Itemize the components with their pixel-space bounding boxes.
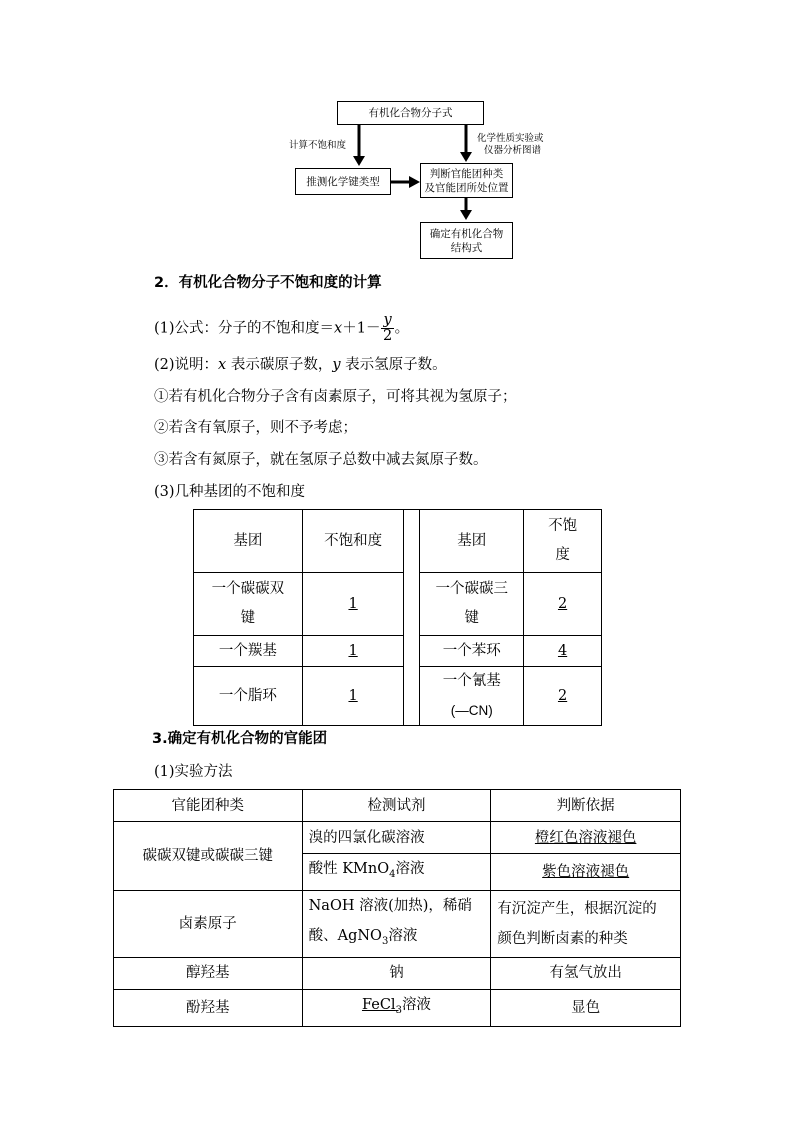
formula-fraction: [381, 313, 393, 344]
flow-box-structure-text-1: 确定有机化合物: [429, 227, 504, 240]
value-text: 2: [557, 687, 568, 704]
table-row: [114, 822, 681, 854]
flow-label-unsaturation: 计算不饱和度: [289, 140, 347, 151]
header-degree-2-line1: 不饱: [548, 518, 578, 534]
arrow-down-left-icon: [352, 125, 366, 167]
arrow-right-icon: [391, 175, 421, 189]
basis-line1: 有沉淀产生，根据沉淀的: [497, 900, 657, 917]
value-cell: [524, 573, 602, 636]
rule-nitrogen: ③若含有氮原子，就在氢原子总数中减去氮原子数。: [154, 452, 488, 468]
basis-text: 紫色溶液褪色: [542, 863, 630, 880]
basis-text: 橙红色溶液褪色: [534, 829, 637, 846]
group-cell: 一个苯环: [420, 636, 524, 667]
reagent-subscript: 3: [395, 1004, 402, 1016]
flow-box-functional-group: [420, 163, 513, 198]
value-cell: [302, 636, 404, 667]
reagent-line1: NaOH 溶液(加热)，稀硝: [308, 897, 472, 914]
section2-title: 2．有机化合物分子不饱和度的计算: [154, 275, 382, 291]
section2-subtitle: (3)几种基团的不饱和度: [154, 484, 306, 500]
group-cell-line2: 键: [464, 610, 480, 626]
table-row: [114, 957, 681, 989]
reagent-text: 酸性 KMnO: [308, 861, 390, 877]
basis-cell: [491, 890, 681, 957]
functional-group-table: [113, 789, 681, 1027]
flow-label-analysis-2: 仪器分析图谱: [484, 145, 542, 156]
reagent-subscript: 4: [389, 868, 396, 880]
group-cell: [194, 573, 303, 636]
unsaturation-table: [193, 509, 602, 726]
value-text: 4: [557, 642, 568, 659]
reagent-cell: [302, 890, 491, 957]
formula-end: 。: [394, 320, 410, 337]
reagent-cell: 溴的四氯化碳溶液: [302, 822, 491, 854]
reagent-suffix: 溶液: [395, 861, 425, 877]
table-row: [194, 667, 602, 726]
group-cell-line2: 键: [240, 610, 256, 626]
reagent-underlined: [361, 996, 402, 1016]
note-mid: 表示碳原子数，: [226, 357, 333, 373]
flow-box-bond-type-text: 推测化学键类型: [306, 175, 380, 188]
value-text: 2: [557, 595, 568, 612]
table-row: [114, 890, 681, 957]
basis-line2: 颜色判断卤素的种类: [497, 930, 628, 947]
group-cell-line1: 一个碳碳双: [211, 581, 285, 597]
type-cell: 醇羟基: [114, 957, 303, 989]
header-degree-2: [524, 510, 602, 573]
reagent-cell: [302, 989, 491, 1026]
formula-prefix: (1)公式：分子的不饱和度＝: [154, 320, 335, 337]
group-cell: 一个羰基: [194, 636, 303, 667]
value-cell: [302, 573, 404, 636]
value-cell: [524, 667, 602, 726]
table-row: [114, 989, 681, 1026]
group-cell-line2: (—CN): [450, 703, 493, 718]
arrow-down-right-icon: [459, 125, 473, 163]
table-row: [194, 573, 602, 636]
value-text: 1: [348, 687, 358, 704]
value-cell: [302, 667, 404, 726]
flow-box-structure-text-2: 结构式: [450, 241, 483, 254]
section3-title: 3.确定有机化合物的官能团: [152, 731, 328, 747]
header-degree-2-line2: [524, 541, 601, 570]
rule-oxygen: ②若含有氧原子，则不予考虑；: [154, 420, 357, 436]
rule-halogen: ①若有机化合物分子含有卤素原子，可将其视为氢原子；: [154, 389, 517, 405]
flow-box-formula-text: 有机化合物分子式: [368, 107, 453, 119]
formula-line: [154, 313, 409, 344]
flow-box-structure: [420, 222, 513, 259]
note-prefix: (2)说明：: [154, 357, 219, 373]
table-header-row: [114, 790, 681, 822]
reagent-text: FeCl: [361, 996, 396, 1013]
formula-denominator: 2: [382, 328, 393, 344]
arrow-down-bottom-icon: [459, 198, 473, 222]
reagent-line2: [309, 921, 491, 957]
note-x: x: [218, 357, 227, 373]
flow-box-bond-type: [295, 168, 391, 195]
table-row: [194, 636, 602, 667]
value-cell: [524, 636, 602, 667]
group-cell: 一个脂环: [194, 667, 303, 726]
type-cell: 卤素原子: [114, 890, 303, 957]
table-gap: [404, 510, 420, 726]
header-degree-2-du: 度: [555, 547, 570, 563]
reagent-suffix: 溶液: [401, 996, 431, 1013]
formula-numerator: y: [383, 312, 392, 328]
reagent-text: 酸、AgNO: [308, 927, 382, 944]
basis-cell: 有氢气放出: [491, 957, 681, 989]
reagent-suffix: 溶液: [388, 927, 418, 944]
header-basis: 判断依据: [491, 790, 681, 822]
header-degree-1: 不饱和度: [302, 510, 404, 573]
group-cell: [420, 573, 524, 636]
formula-mid: ＋1－: [342, 320, 381, 337]
note-line: [154, 355, 447, 375]
group-cell: [420, 667, 524, 726]
flow-box-fg-text-2: 及官能团所处位置: [424, 181, 509, 194]
group-cell-line1: 一个氰基: [442, 673, 501, 689]
basis-cell: [491, 854, 681, 891]
reagent-cell: [302, 854, 491, 891]
header-group-2: 基团: [420, 510, 524, 573]
formula-x: x: [334, 320, 343, 337]
flow-label-analysis-1: 化学性质实验或: [477, 133, 544, 144]
type-cell: 酚羟基: [114, 989, 303, 1026]
group-cell-line1: 一个碳碳三: [435, 581, 509, 597]
value-text: 1: [348, 642, 358, 659]
basis-cell: [491, 822, 681, 854]
reagent-cell: 钠: [302, 957, 491, 989]
flow-box-fg-text-1: 判断官能团种类: [429, 167, 504, 180]
note-y: y: [332, 357, 341, 373]
note-end: 表示氢原子数。: [340, 357, 447, 373]
table-header-row: [194, 510, 602, 573]
value-text: 1: [348, 595, 358, 612]
header-type: 官能团种类: [114, 790, 303, 822]
header-group-1: 基团: [194, 510, 303, 573]
reagent-subscript: 3: [381, 935, 389, 947]
header-reagent: 检测试剂: [302, 790, 491, 822]
section3-subtitle: (1)实验方法: [154, 764, 233, 780]
basis-cell: 显色: [491, 989, 681, 1026]
flow-box-formula: [337, 101, 484, 125]
type-cell: 碳碳双键或碳碳三键: [114, 822, 303, 891]
